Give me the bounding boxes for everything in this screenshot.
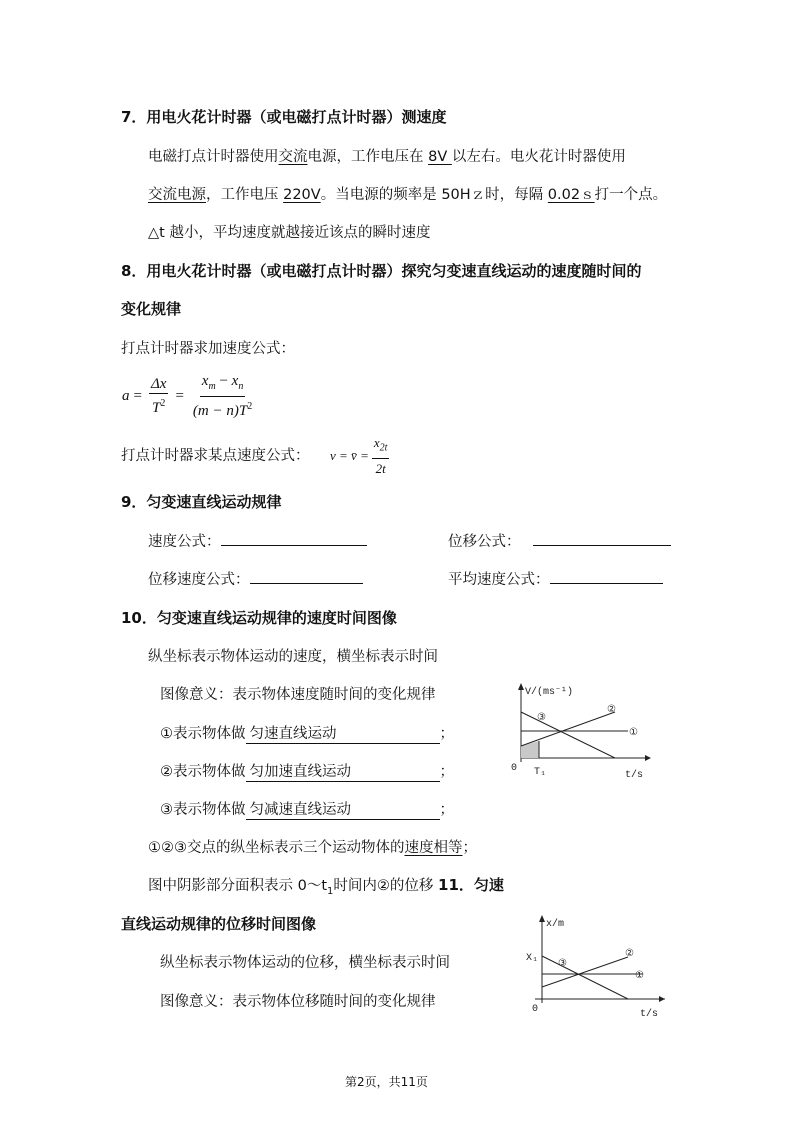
section8-heading-line2: 变化规律 [121, 300, 182, 318]
y-axis-label: V/(ms⁻¹) [525, 687, 574, 698]
exponent: 2 [247, 401, 253, 412]
item-suffix: ； [439, 764, 454, 780]
line-1-label: ① [629, 728, 638, 739]
section11-heading-start: 11．匀速 [438, 876, 504, 894]
displacement-velocity-formula-blank[interactable] [250, 569, 363, 584]
accel-formula [122, 372, 257, 421]
section8-heading-line1: 8．用电火花计时器（或电磁打点计时器）探究匀变速直线运动的速度随时间的 [121, 262, 642, 280]
section9-heading: 9．匀变速直线运动规律 [121, 493, 282, 511]
y-axis-arrow [518, 683, 524, 690]
velocity-time-graph [503, 680, 653, 780]
text: ①②③交点的纵坐标表示三个运动物体的 [148, 840, 405, 856]
line-3 [542, 956, 628, 999]
den-text: (m − n)T [192, 403, 248, 419]
answer-interval: 0.02ｓ [547, 187, 595, 203]
answer-ac-power: 交流电源 [148, 187, 206, 203]
var-x: x [201, 373, 209, 389]
section11-line1: 纵坐标表示物体运动的位移，横坐标表示时间 [160, 955, 450, 971]
fraction-xm-xn [191, 372, 254, 421]
answer-equal-velocity: 速度相等 [404, 840, 463, 856]
item-2 [160, 760, 454, 782]
displacement-formula-blank[interactable] [533, 531, 671, 546]
numerator: Δx [150, 376, 167, 392]
y-axis-label: x/m [546, 919, 565, 930]
x-axis-label: t/s [640, 1009, 659, 1020]
fraction-dx-t2 [149, 375, 168, 418]
text: 时间内②的位移 [333, 878, 439, 894]
answer-8v: 8V [428, 149, 452, 165]
item-3 [160, 798, 454, 820]
text: 电源，工作电压在 [307, 149, 429, 165]
answer-220v: 220V [283, 187, 321, 203]
line-1-label: ① [635, 971, 644, 982]
text: ； [462, 840, 477, 856]
equals: = [175, 388, 184, 404]
line-2 [521, 712, 615, 746]
x-axis-label: t/s [625, 770, 644, 780]
y-axis-arrow [539, 915, 545, 922]
sub-2t: 2t [379, 442, 388, 454]
field-label: 平均速度公式： [448, 572, 550, 588]
field-label: 位移公式： [448, 534, 521, 550]
section11-heading-cont: 直线运动规律的位移时间图像 [121, 915, 317, 933]
section11-line2: 图像意义：表示物体位移随时间的变化规律 [160, 994, 436, 1010]
text: 图中阴影部分面积表示 0～t [148, 878, 328, 894]
average-velocity-formula-blank[interactable] [550, 569, 663, 584]
var-t: T [152, 400, 161, 416]
sub-m: m [208, 381, 216, 392]
section7-line3: △t 越小，平均速度就越接近该点的瞬时速度 [148, 225, 431, 241]
intersection-note [148, 836, 477, 857]
denominator [150, 394, 167, 418]
var-a: a [122, 388, 130, 404]
item-answer: 匀减速直线运动 [246, 798, 440, 820]
shaded-area-note [148, 874, 504, 897]
section7-line2 [148, 183, 667, 204]
displacement-velocity-formula-field [148, 568, 363, 589]
item-prefix: ②表示物体做 [160, 764, 246, 780]
answer-ac: 交流 [278, 149, 308, 165]
average-velocity-formula-field [448, 568, 663, 589]
exponent: 2 [160, 398, 166, 409]
item-prefix: ①表示物体做 [160, 726, 246, 742]
fraction-x2t-2t [372, 434, 390, 479]
line-3-label: ③ [537, 713, 546, 724]
item-answer: 匀速直线运动 [246, 722, 440, 744]
displacement-formula-field [448, 530, 671, 551]
section10-line2: 图像意义：表示物体速度随时间的变化规律 [160, 687, 436, 703]
velocity-formula-blank[interactable] [221, 531, 367, 546]
numerator [200, 372, 246, 397]
line-2-label: ② [625, 949, 634, 960]
velocity-formula-field [148, 530, 367, 551]
minus: − [215, 373, 232, 389]
item-suffix: ； [439, 726, 454, 742]
field-label: 位移速度公式： [148, 572, 250, 588]
velocity-formula [330, 434, 392, 479]
item-answer: 匀加速直线运动 [246, 760, 440, 782]
numerator [372, 434, 390, 459]
section7-line1 [148, 145, 626, 166]
origin-label: 0 [532, 1004, 539, 1015]
section10-line1: 纵坐标表示物体运动的速度，横坐标表示时间 [148, 649, 438, 665]
page-number: 第2页，共11页 [345, 1075, 428, 1089]
x-axis-arrow [645, 755, 651, 761]
sub-n: n [238, 381, 244, 392]
item-prefix: ③表示物体做 [160, 802, 246, 818]
section7-heading: 7．用电火花计时器（或电磁打点计时器）测速度 [121, 108, 447, 126]
line-2 [542, 957, 628, 987]
text: 电磁打点计时器使用 [148, 149, 279, 165]
subscript: 1 [327, 885, 334, 897]
velocity-formula-label: 打点计时器求某点速度公式： [121, 448, 310, 464]
text: 以左右。电火花计时器使用 [451, 149, 626, 165]
item-suffix: ； [439, 802, 454, 818]
denominator: 2t [375, 460, 386, 476]
origin-label: 0 [511, 763, 518, 774]
field-label: 速度公式： [148, 534, 221, 550]
item-1 [160, 722, 454, 744]
lhs: v = v̄ = [330, 448, 369, 464]
line-3-label: ③ [558, 959, 567, 970]
denominator [191, 397, 254, 421]
x1-label: X₁ [526, 953, 539, 964]
text: 。当电源的频率是 50Hｚ时，每隔 [320, 187, 548, 203]
section10-heading: 10．匀变速直线运动规律的速度时间图像 [121, 609, 397, 627]
equals: = [133, 388, 142, 404]
t1-label: T₁ [534, 767, 547, 778]
shaded-area [521, 741, 539, 758]
var-x: x [231, 373, 239, 389]
x-axis-arrow [659, 996, 665, 1002]
var-x: x [373, 435, 380, 450]
displacement-time-graph [520, 910, 670, 1020]
line-2-label: ② [607, 705, 616, 716]
text: 打一个点。 [594, 187, 668, 203]
text: ，工作电压 [206, 187, 284, 203]
accel-formula-label: 打点计时器求加速度公式： [121, 341, 295, 357]
